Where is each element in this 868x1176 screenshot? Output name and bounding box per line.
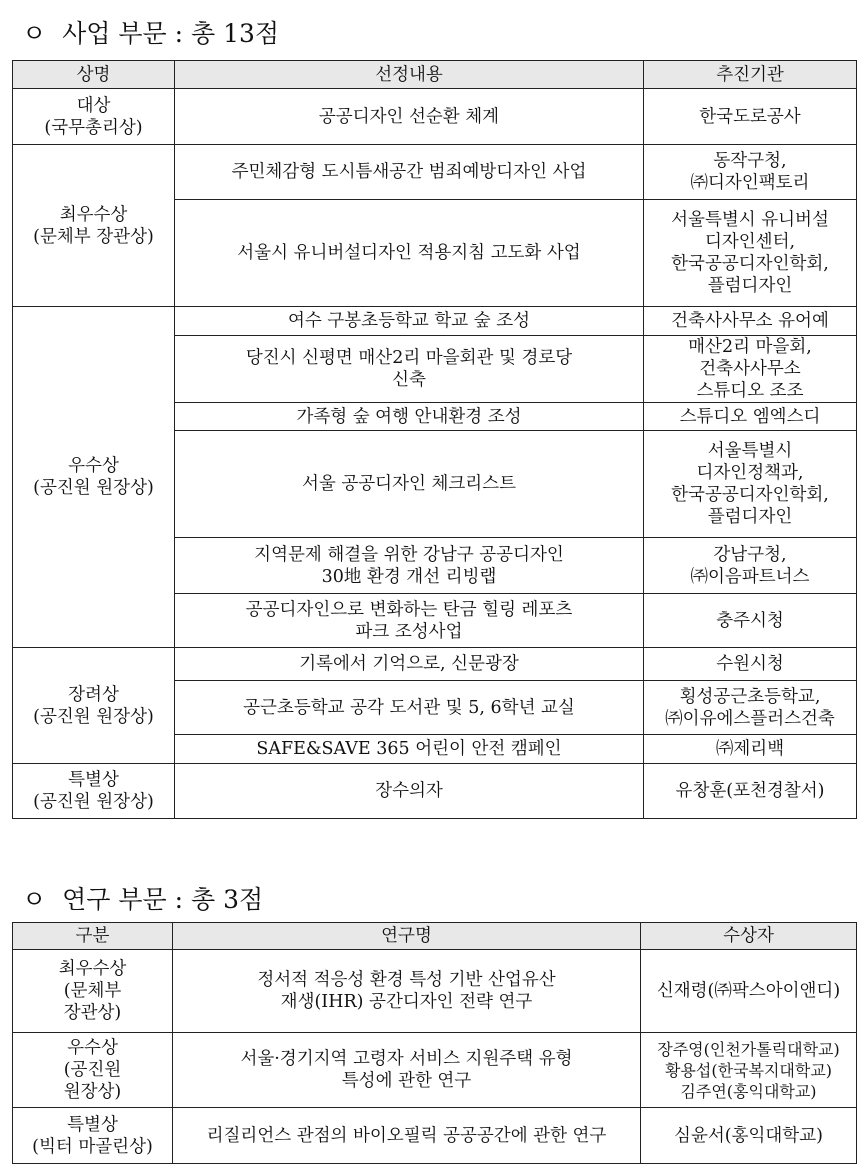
project-content-cell-line: 서울 공공디자인 체크리스트	[302, 474, 516, 494]
award-name-cell-line: (문체부 장관상)	[33, 226, 154, 247]
category-cell-line: 최우수상	[58, 959, 127, 979]
project-content-cell-line: 지역문제 해결을 위한 강남구 공공디자인	[254, 544, 564, 565]
research-awards-table	[12, 922, 857, 1164]
award-name-cell-line: (공진원 원장상)	[33, 792, 154, 812]
organization-cell	[644, 648, 857, 681]
project-content-cell-line: 신축	[392, 370, 426, 390]
project-content-cell-line: 장수의자	[375, 781, 443, 801]
award-name-cell	[13, 145, 175, 307]
column-header-category: 구분	[13, 923, 173, 950]
winner-cell	[641, 950, 857, 1033]
research-title-cell	[173, 1033, 641, 1108]
research-section-heading	[22, 880, 263, 916]
research-title-cell-line: 특성에 관한 연구	[341, 1071, 472, 1091]
organization-cell-line: 매산2리 마을회,	[688, 337, 812, 357]
table-row	[13, 950, 857, 1033]
organization-cell-line: 플럼디자인	[707, 507, 793, 527]
organization-cell	[644, 594, 857, 648]
organization-cell	[644, 403, 857, 431]
winner-cell-line: 황용섭(한국복지대학교)	[664, 1060, 833, 1080]
award-name-cell	[13, 764, 175, 819]
project-content-cell	[175, 336, 644, 403]
project-content-cell	[175, 594, 644, 648]
project-content-cell-line: 가족형 숲 여행 안내환경 조성	[296, 406, 522, 427]
award-name-cell-line: 최우수상	[59, 204, 128, 225]
category-cell-line: (빅터 마골린상)	[32, 1136, 153, 1157]
column-header-research-title: 연구명	[173, 923, 641, 950]
project-content-cell-line: 파크 조성사업	[355, 621, 463, 642]
project-content-cell-line: 공근초등학교 공각 도서관 및 5, 6학년 교실	[243, 697, 575, 718]
organization-cell-line: 횡성공근초등학교,	[679, 686, 821, 707]
organization-cell-line: 한국공공디자인학회,	[671, 254, 829, 274]
organization-cell-line: 수원시청	[716, 654, 784, 674]
organization-cell-line: 건축사사무소	[699, 359, 801, 379]
organization-cell-line: 스튜디오 조조	[696, 381, 804, 401]
project-content-cell-line: 당진시 신평면 매산2리 마을회관 및 경로당	[245, 348, 573, 368]
award-name-cell-line: 장려상	[68, 684, 119, 705]
column-header-content: 선정내용	[175, 61, 644, 89]
category-cell	[13, 950, 173, 1033]
winner-cell-line: 신재령(㈜팍스아이앤디)	[656, 981, 841, 1001]
organization-cell-line: 한국도로공사	[699, 106, 801, 127]
award-name-cell	[13, 307, 175, 648]
category-cell-line: 원장상)	[63, 1082, 122, 1102]
project-content-cell-line: 공공디자인으로 변화하는 탄금 힐링 레포츠	[245, 599, 573, 620]
table-row	[13, 145, 857, 200]
business-section-heading	[22, 14, 279, 50]
category-cell-line: 특별상	[67, 1114, 118, 1135]
organization-cell-line: ㈜이음파트너스	[690, 566, 810, 587]
organization-cell-line: 디자인정책과,	[696, 463, 804, 483]
award-name-cell-line: (국무총리상)	[44, 117, 143, 138]
project-content-cell	[175, 89, 644, 145]
research-title-cell-line: 리질리언스 관점의 바이오필릭 공공공간에 관한 연구	[206, 1125, 607, 1146]
organization-cell-line: 디자인센터,	[704, 232, 796, 252]
research-title-cell	[173, 1108, 641, 1164]
award-name-cell-line: (공진원 원장상)	[33, 706, 154, 727]
research-title-cell	[173, 950, 641, 1033]
organization-cell-line: ㈜디자인팩토리	[690, 173, 810, 193]
winner-cell-line: 김주연(홍익대학교)	[680, 1081, 817, 1101]
organization-cell	[644, 681, 857, 735]
organization-cell	[644, 735, 857, 764]
organization-cell-line: 유창훈(포천경찰서)	[675, 781, 825, 801]
bullet-mark: ㅇ	[22, 19, 47, 48]
project-content-cell-line: SAFE&SAVE 365 어린이 안전 캠페인	[256, 739, 562, 759]
organization-cell-line: 서울특별시	[707, 441, 793, 461]
organization-cell	[644, 764, 857, 819]
winner-cell-line: 장주영(인천가톨릭대학교)	[657, 1039, 840, 1059]
research-title-cell-line: 정서적 적응성 환경 특성 기반 산업유산	[257, 970, 556, 990]
organization-cell	[644, 431, 857, 538]
project-content-cell-line: 서울시 유니버설디자인 적용지침 고도화 사업	[237, 243, 581, 263]
organization-cell-line: 건축사사무소 유어예	[671, 311, 829, 331]
category-cell	[13, 1033, 173, 1108]
winner-cell-line: 심윤서(홍익대학교)	[674, 1125, 823, 1146]
award-name-cell-line: 특별상	[68, 770, 119, 790]
organization-cell	[644, 336, 857, 403]
organization-cell	[644, 89, 857, 145]
project-content-cell	[175, 200, 644, 307]
table-row	[13, 1108, 857, 1164]
table-row	[13, 648, 857, 681]
table-row	[13, 1033, 857, 1108]
project-content-cell	[175, 648, 644, 681]
table-row	[13, 89, 857, 145]
organization-cell	[644, 307, 857, 336]
project-content-cell	[175, 735, 644, 764]
project-content-cell-line: 30地 환경 개선 리빙랩	[321, 566, 497, 587]
business-heading-text: 사업 부문 : 총 13점	[62, 19, 280, 48]
project-content-cell	[175, 764, 644, 819]
organization-cell	[644, 145, 857, 200]
research-heading-text: 연구 부문 : 총 3점	[62, 885, 264, 914]
organization-cell-line: 충주시청	[716, 610, 784, 631]
award-name-cell-line: 우수상	[68, 456, 119, 476]
project-content-cell	[175, 403, 644, 431]
organization-cell-line: 서울특별시 유니버설	[671, 210, 829, 230]
organization-cell-line: ㈜제리백	[715, 739, 785, 759]
column-header-winner: 수상자	[641, 923, 857, 950]
project-content-cell-line: 여수 구봉초등학교 학교 숲 조성	[287, 311, 530, 331]
column-header-organization: 추진기관	[644, 61, 857, 89]
bullet-mark: ㅇ	[22, 885, 47, 914]
table-row	[13, 764, 857, 819]
project-content-cell-line: 공공디자인 선순환 체계	[318, 106, 500, 127]
organization-cell-line: 한국공공디자인학회,	[671, 485, 829, 505]
project-content-cell-line: 기록에서 기억으로, 신문광장	[299, 654, 519, 674]
category-cell-line: (문체부	[63, 981, 122, 1001]
category-cell-line: (공진원	[63, 1060, 122, 1080]
award-name-cell-line: (공진원 원장상)	[33, 478, 154, 498]
organization-cell-line: 동작구청,	[713, 151, 787, 171]
organization-cell-line: 스튜디오 엠엑스디	[679, 406, 821, 427]
winner-cell	[641, 1108, 857, 1164]
organization-cell-line: 강남구청,	[713, 544, 787, 565]
category-cell	[13, 1108, 173, 1164]
organization-cell-line: 플럼디자인	[707, 276, 793, 296]
business-awards-table	[12, 60, 857, 819]
organization-cell	[644, 538, 857, 594]
research-title-cell-line: 재생(IHR) 공간디자인 전략 연구	[280, 992, 533, 1012]
award-name-cell	[13, 89, 175, 145]
organization-cell-line: ㈜이유에스플러스건축	[665, 708, 835, 729]
table-row	[13, 307, 857, 336]
project-content-cell	[175, 681, 644, 735]
award-name-cell	[13, 648, 175, 764]
column-header-award: 상명	[13, 61, 175, 89]
category-cell-line: 우수상	[67, 1038, 118, 1058]
project-content-cell	[175, 431, 644, 538]
project-content-cell-line: 주민체감형 도시틈새공간 범죄예방디자인 사업	[231, 162, 587, 182]
winner-cell	[641, 1033, 857, 1108]
project-content-cell	[175, 538, 644, 594]
organization-cell	[644, 200, 857, 307]
project-content-cell	[175, 145, 644, 200]
research-title-cell-line: 서울·경기지역 고령자 서비스 지원주택 유형	[240, 1049, 573, 1069]
award-name-cell-line: 대상	[76, 95, 111, 116]
project-content-cell	[175, 307, 644, 336]
category-cell-line: 장관상)	[63, 1003, 122, 1023]
